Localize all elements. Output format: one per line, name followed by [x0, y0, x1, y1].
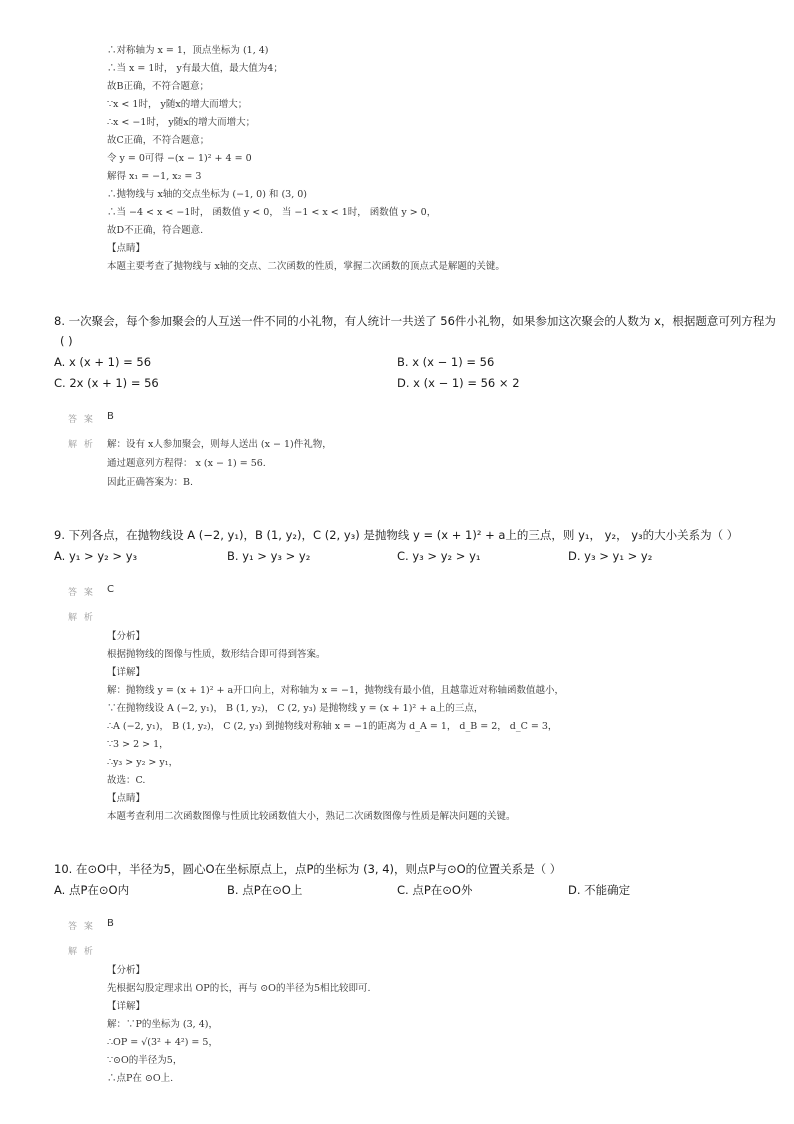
analysis-label: 解 析: [68, 947, 95, 957]
analysis-line: ∵3 > 2 > 1，: [107, 739, 169, 750]
q7-line: ∵x < 1时， y随x的增大而增大；: [107, 99, 248, 110]
answer-value: C: [107, 584, 114, 595]
option-b: B. 点P在⊙O上: [227, 883, 303, 897]
analysis-line: ∴点P在 ⊙O上.: [107, 1073, 174, 1084]
q7-line: 解得 x₁ = −1, x₂ = 3: [107, 171, 202, 182]
analysis-line: 【详解】: [107, 1001, 146, 1012]
q7-line: ∴抛物线与 x轴的交点坐标为 (−1, 0) 和 (3, 0): [107, 189, 307, 200]
option-a: A. 点P在⊙O内: [54, 883, 130, 897]
analysis-line: ∴OP = √(3² + 4²) = 5，: [107, 1037, 218, 1048]
q7-line: 故B正确，不符合题意；: [107, 81, 209, 92]
option-d: D. y₃ > y₁ > y₂: [568, 549, 653, 563]
q7-line: ∴当 x = 1时， y有最大值，最大值为4；: [107, 63, 283, 74]
q7-line: 故C正确，不符合题意；: [107, 135, 210, 146]
answer-label: 答 案: [68, 588, 95, 598]
q7-line: 故D不正确，符合题意.: [107, 225, 204, 236]
analysis-line: 通过题意列方程得： x (x − 1) = 56.: [107, 458, 266, 469]
option-b: B. y₁ > y₃ > y₂: [227, 549, 311, 563]
analysis-line: ∵在抛物线设 A (−2, y₁)， B (1, y₂)， C (2, y₃) 是抛物线 y = (x + 1)² + a上的三点，: [107, 703, 484, 714]
option-c: C. 2x (x + 1) = 56: [54, 376, 159, 390]
question-stem: 10. 在⊙O中，半径为5，圆心O在坐标原点上，点P的坐标为 (3, 4)，则点P与⊙O的位置关系是（ ）: [54, 862, 562, 876]
analysis-line: ∵⊙O的半径为5，: [107, 1055, 183, 1066]
analysis-label: 解 析: [68, 613, 95, 623]
q7-line: ∴当 −4 < x < −1时， 函数值 y < 0， 当 −1 < x < 1时， 函数值 y > 0，: [107, 207, 437, 218]
q7-line: 本题主要考查了抛物线与 x轴的交点、二次函数的性质，掌握二次函数的顶点式是解题的关键。: [107, 261, 505, 272]
analysis-line: 根据抛物线的图像与性质，数形结合即可得到答案。: [107, 649, 326, 660]
analysis-line: ∴A (−2, y₁)， B (1, y₂)， C (2, y₃) 到抛物线对称轴 x = −1的距离为 d_A = 1， d_B = 2， d_C = 3，: [107, 721, 558, 732]
question-stem: 8. 一次聚会，每个参加聚会的人互送一件不同的小礼物，有人统计一共送了 56件小礼物，如果参加这次聚会的人数为 x，根据题意可列方程为: [54, 314, 776, 328]
analysis-line: 【分析】: [107, 965, 146, 976]
answer-value: B: [107, 918, 114, 929]
q7-line: ∴对称轴为 x = 1，顶点坐标为 (1, 4): [107, 45, 269, 56]
analysis-line: 解：抛物线 y = (x + 1)² + a开口向上，对称轴为 x = −1，抛物线有最小值，且越靠近对称轴函数值越小，: [107, 685, 565, 696]
answer-label: 答 案: [68, 922, 95, 932]
analysis-line: 先根据勾股定理求出 OP的长，再与 ⊙O的半径为5相比较即可.: [107, 983, 371, 994]
answer-value: B: [107, 411, 114, 422]
analysis-line: 故选：C.: [107, 775, 146, 786]
analysis-line: 【点睛】: [107, 793, 146, 804]
q7-line: ∴x < −1时， y随x的增大而增大；: [107, 117, 256, 128]
answer-label: 答 案: [68, 415, 95, 425]
analysis-line: ∴y₃ > y₂ > y₁，: [107, 757, 179, 768]
q7-line: 【点睛】: [107, 243, 146, 254]
question-stem: 9. 下列各点，在抛物线设 A (−2, y₁)，B (1, y₂)，C (2, y₃) 是抛物线 y = (x + 1)² + a上的三点，则 y₁， y₂， y₃的大小关系为（ ）: [54, 528, 739, 542]
option-a: A. x (x + 1) = 56: [54, 355, 152, 369]
analysis-line: 【分析】: [107, 631, 146, 642]
q7-line: 令 y = 0可得 −(x − 1)² + 4 = 0: [107, 153, 252, 164]
analysis-line: 本题考查利用二次函数图像与性质比较函数值大小，熟记二次函数图像与性质是解决问题的关键。: [107, 811, 516, 822]
analysis-line: 【详解】: [107, 667, 146, 678]
analysis-line: 解：设有 x人参加聚会，则每人送出 (x − 1)件礼物，: [107, 439, 332, 450]
option-b: B. x (x − 1) = 56: [397, 355, 495, 369]
question-stem-blank: ( ): [60, 334, 73, 348]
analysis-line: 因此正确答案为：B.: [107, 477, 194, 488]
option-c: C. y₃ > y₂ > y₁: [397, 549, 481, 563]
analysis-label: 解 析: [68, 440, 95, 450]
option-d: D. 不能确定: [568, 883, 631, 897]
option-a: A. y₁ > y₂ > y₃: [54, 549, 138, 563]
option-c: C. 点P在⊙O外: [397, 883, 473, 897]
option-d: D. x (x − 1) = 56 × 2: [397, 376, 520, 390]
analysis-line: 解：∵P的坐标为 (3, 4)，: [107, 1019, 218, 1030]
